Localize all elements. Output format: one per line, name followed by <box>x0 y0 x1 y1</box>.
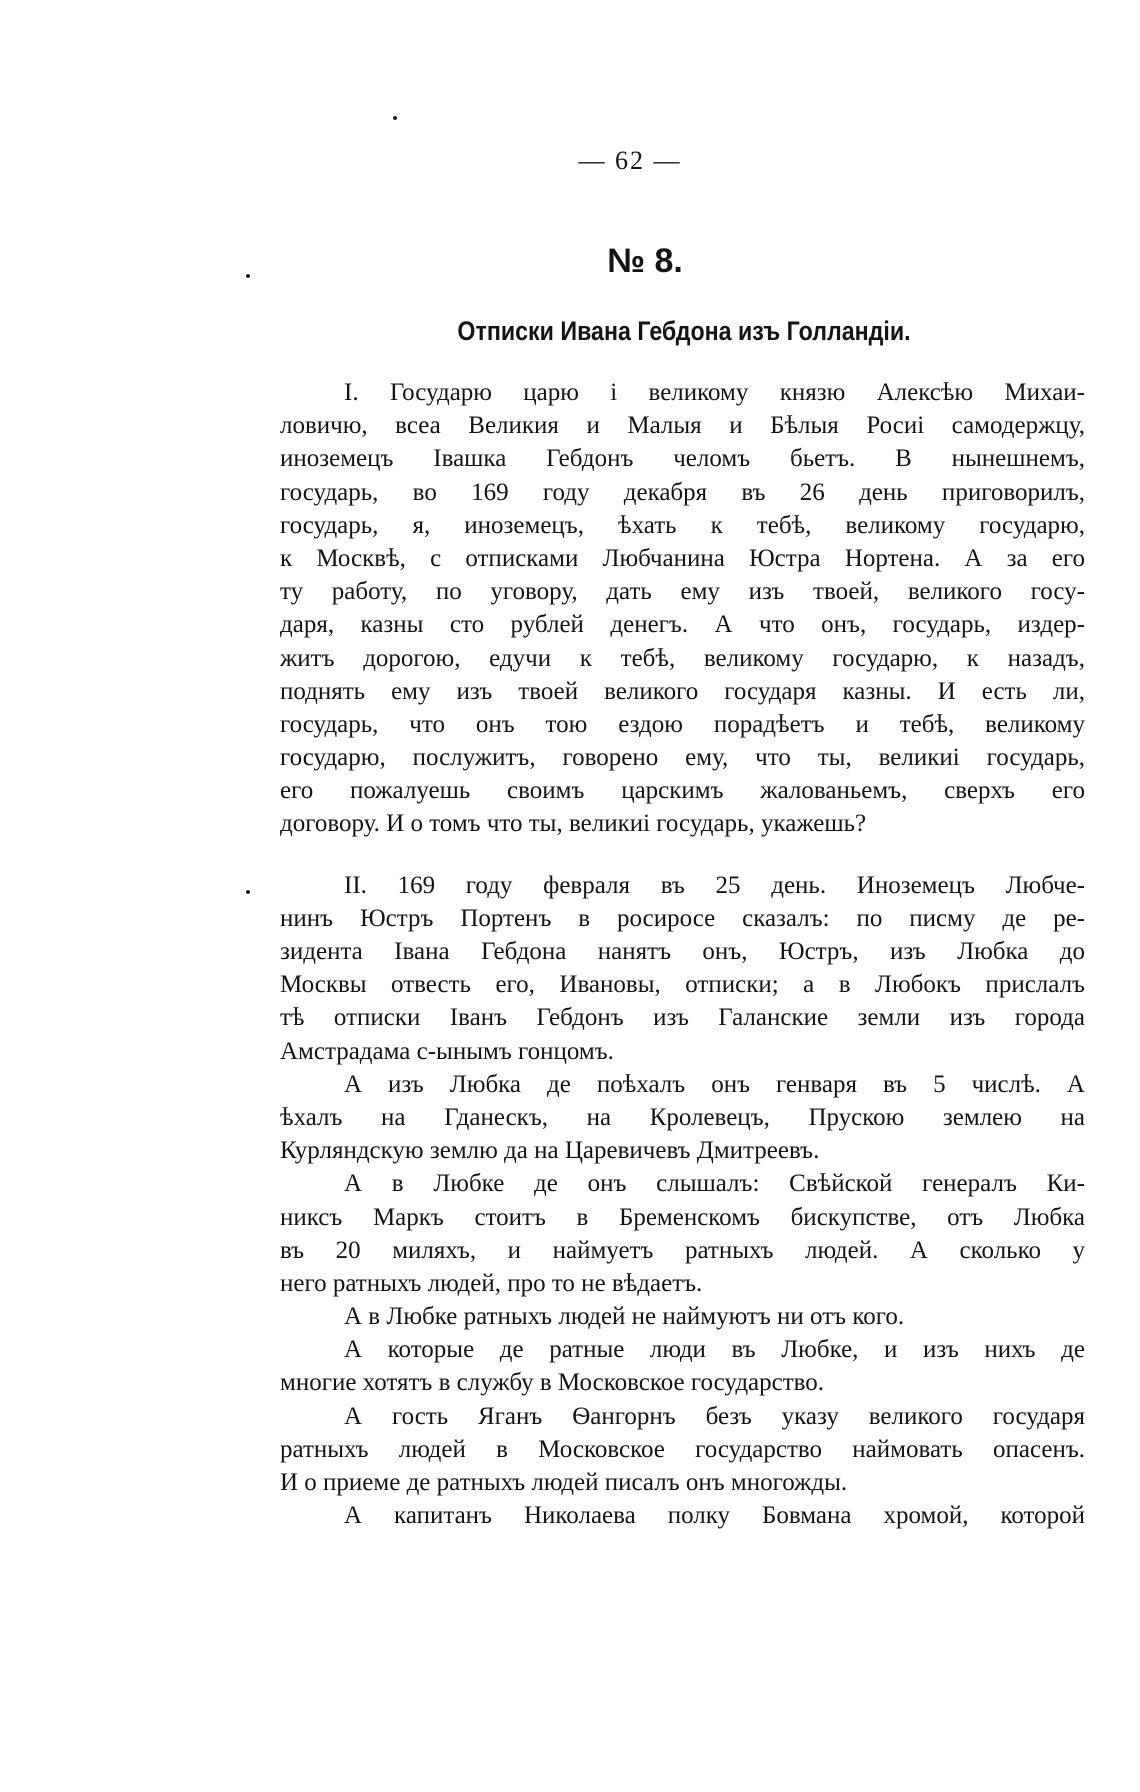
page-number: — 62 — <box>578 146 682 175</box>
text-line: тѣ отписки Іванъ Гебдонъ изъ Галанские земли изъ города <box>280 1004 1085 1032</box>
text-line: государь, я, иноземецъ, ѣхать к тебѣ, великому государю, <box>280 511 1085 539</box>
text-line: А в Любке де онъ слышалъ: Свѣйской генералъ Ки- <box>344 1170 1085 1198</box>
text-line: государь, во 169 году декабря въ 26 день приговорилъ, <box>280 478 1085 506</box>
section-2 <box>280 869 1085 1533</box>
text-line: Москвы отвесть его, Ивановы, отписки; а в Любокъ прислалъ <box>280 971 1085 999</box>
text-line: ѣхалъ на Гданескъ, на Кролевецъ, Прускою землею на <box>280 1103 1085 1131</box>
document-body <box>280 376 1085 1532</box>
text-line: государь, что онъ тою ездою порадѣетъ и тебѣ, великому <box>280 710 1085 738</box>
text-line: житъ дорогою, едучи к тебѣ, великому государю, к назадъ, <box>280 644 1085 672</box>
text-line: А капитанъ Николаева полку Бовмана хромой, которой <box>344 1502 1085 1530</box>
text-line: многие хотятъ в службу в Московское государство. <box>280 1369 825 1397</box>
text-line: даря, казны сто рублей денегъ. А что онъ, государь, издер- <box>280 611 1085 639</box>
text-line: поднять ему изъ твоей великого государя казны. И есть ли, <box>280 677 1085 705</box>
text-line: ратныхъ людей в Московское государство наймовать опасенъ. <box>280 1435 1085 1463</box>
text-line: А гость Яганъ Ѳангорнъ безъ указу великого государя <box>344 1402 1085 1430</box>
text-line: I. Государю царю і великому князю Алексѣю Михаи- <box>344 379 1085 406</box>
text-line: его пожалуешь своимъ царскимъ жалованьемъ, сверхъ его <box>280 777 1085 805</box>
document-number: № 8. <box>607 242 683 280</box>
text-line: зидента Івана Гебдона нанятъ онъ, Юстръ, изъ Любка до <box>280 938 1085 965</box>
text-line: него ратныхъ людей, про то не вѣдаетъ. <box>280 1269 703 1297</box>
speck-mark <box>393 116 397 120</box>
section-1 <box>280 376 1085 841</box>
text-line: А изъ Любка де поѣхалъ онъ генваря въ 5 числѣ. А <box>344 1070 1085 1098</box>
text-line: въ 20 миляхъ, и наймуетъ ратныхъ людей. А сколько у <box>280 1236 1085 1264</box>
text-line: И о приеме де ратныхъ людей писалъ онъ многожды. <box>280 1469 848 1496</box>
text-line: никсъ Маркъ стоитъ в Бременскомъ бискупстве, отъ Любка <box>280 1203 1085 1231</box>
document-title: Отписки Ивана Гебдона изъ Голландіи. <box>457 316 911 346</box>
text-line: А в Любке ратныхъ людей не наймуютъ ни отъ кого. <box>344 1303 905 1331</box>
text-line: Амстрадама с-ынымъ гонцомъ. <box>280 1037 614 1065</box>
text-line: государю, послужитъ, говорено ему, что ты, великиі государь, <box>280 744 1085 772</box>
text-line: договору. И о томъ что ты, великиі государь, укажешь? <box>280 810 867 838</box>
text-line: к Москвѣ, с отписками Любчанина Юстра Нортена. А за его <box>280 544 1085 572</box>
text-line: нинъ Юстръ Портенъ в росиросе сказалъ: по писму де ре- <box>280 904 1085 932</box>
speck-mark <box>246 890 250 894</box>
text-line: иноземецъ Івашка Гебдонъ челомъ бьетъ. В нынешнемъ, <box>280 445 1085 473</box>
text-line: Курляндскую землю да на Царевичевъ Дмитреевъ. <box>280 1137 820 1165</box>
text-line: А которые де ратные люди въ Любке, и изъ нихъ де <box>344 1336 1085 1364</box>
text-line: ту работу, по уговору, дать ему изъ твоей, великого госу- <box>280 578 1085 606</box>
text-line: II. 169 году февраля въ 25 день. Иноземецъ Любче- <box>344 871 1085 899</box>
text-line: ловичю, всеа Великия и Малыя и Бѣлыя Росиі самодержцу, <box>280 412 1085 440</box>
